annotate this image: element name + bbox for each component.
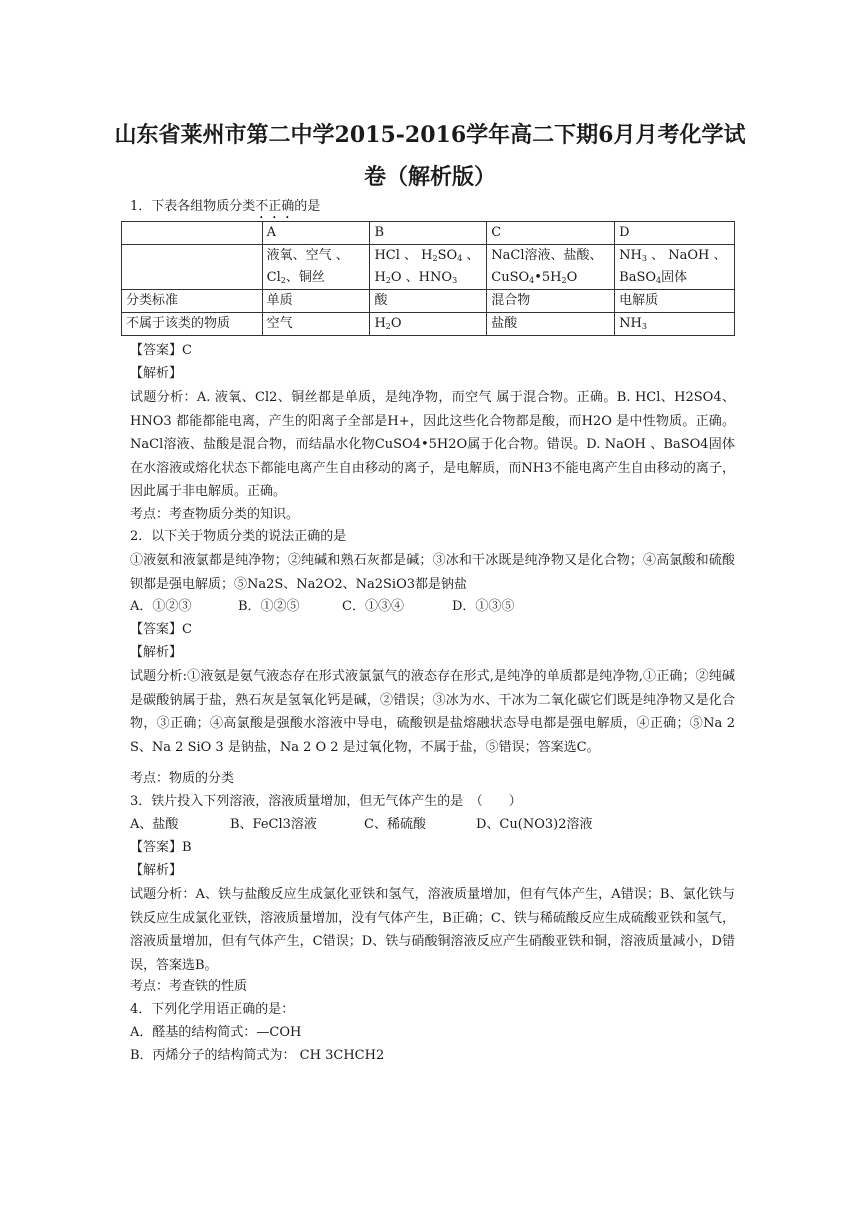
q2-point: 考点：物质的分类 <box>130 771 235 786</box>
q2-analysis-label: 【解析】 <box>130 645 183 660</box>
table-cell: $H_2O$ <box>370 313 487 336</box>
q2-analysis: 试题分析:①液氨是氨气液态存在形式液氯氯气的液态存在形式,是纯净的单质都是纯净物,①正确；②纯碱是碳酸钠属于盐，熟石灰是氢氧化钙是碱，②错误；③冰为水、干冰为二氧化碳它们既是纯净物又是化合物，③正确；④高氯酸是强酸水溶液中导电，硫酸钡是盐熔融状态导电都是强电解质，④正确；⑤Na 2 S、Na 2 SiO 3 是钠盐，Na 2 O 2 是过氧化物，不属于盐，⑤错误；答案选C。 <box>130 669 735 755</box>
q3-option: D、Cu(NO3)2溶液 <box>476 817 593 832</box>
q4-option-b: B．丙烯分子的结构简式为： CH 3CHCH2 <box>130 1048 385 1063</box>
q2-stem: 2．以下关于物质分类的说法正确的是 <box>130 529 347 544</box>
q2-options <box>130 596 740 618</box>
table-col-header: B <box>370 222 487 245</box>
q3-options <box>130 814 740 836</box>
table-cell-c: NaCl溶液、盐酸、 $CuSO_4•5H_2O$ <box>487 245 615 290</box>
table-header-row <box>122 222 735 245</box>
table-cell: 混合物 <box>487 290 615 313</box>
q1-analysis-label: 【解析】 <box>130 366 183 381</box>
q2-option: D．①③⑤ <box>452 599 515 614</box>
table-col-header: A <box>262 222 370 245</box>
table-cell: 单质 <box>262 290 370 313</box>
table-cell: 盐酸 <box>487 313 615 336</box>
q3-option: A、盐酸 <box>130 817 179 832</box>
q1-analysis: 试题分析：A. 液氧、Cl2、铜丝都是单质，是纯净物，而空气 属于混合物。正确。B. HCl、H2SO4、HNO3 都能都能电离，产生的阳离子全部是H+，因此这些化合物都是酸，而H2O 是中性物质。正确。NaCl溶液、盐酸是混合物，而结晶水化物CuSO4•5H2O属于化合物。错误。D. NaOH 、BaSO4固体在水溶液或熔化状态下都能电离产生自由移动的离子，是电解质，而NH3不能电离产生自由移动的离子，因此属于非电解质。正确。 <box>130 390 735 499</box>
q3-analysis-label: 【解析】 <box>130 863 183 878</box>
q2-answer: 【答案】C <box>130 622 192 637</box>
q2-body: ①液氨和液氯都是纯净物；②纯碱和熟石灰都是碱；③冰和干冰既是纯净物又是化合物；④高氯酸和硫酸钡都是强电解质；⑤Na2S、Na2O2、Na2SiO3都是钠盐 <box>130 553 735 592</box>
table-cell-d: $NH_3$ 、 NaOH 、 BaSO$_4$固体 <box>615 245 735 290</box>
q4-option-a: A．醛基的结构简式：—COH <box>130 1025 302 1040</box>
q4-stem: 4．下列化学用语正确的是： <box>130 1002 295 1017</box>
q1-answer: 【答案】C <box>130 343 192 358</box>
q2-option: A．①②③ <box>130 599 192 614</box>
table-cell-b: HCl 、 $H_2SO_4$ 、 $H_2O$ 、$HNO_3$ <box>370 245 487 290</box>
q1-point: 考点：考查物质分类的知识。 <box>130 507 300 522</box>
q2-option: C．①③④ <box>342 599 404 614</box>
table-cell: 空气 <box>262 313 370 336</box>
q3-point: 考点：考查铁的性质 <box>130 979 248 994</box>
doc-title-line2: 卷（解析版） <box>363 164 496 190</box>
q3-option: C、稀硫酸 <box>364 817 426 832</box>
table-row-standard <box>122 290 735 313</box>
q1-stem-emphasis: 不正确 <box>255 199 295 214</box>
table-row-materials <box>122 245 735 290</box>
q3-option: B、FeCl3溶液 <box>230 817 317 832</box>
q3-stem: 3．铁片投入下列溶液，溶液质量增加，但无气体产生的是 （ ） <box>130 794 522 809</box>
table-row-exception <box>122 313 735 336</box>
table-row-label: 分类标准 <box>122 290 263 313</box>
table-col-header: D <box>615 222 735 245</box>
table-cell-a: 液氧、空气 、 $Cl_2$、铜丝 <box>262 245 370 290</box>
table-cell: $NH_3$ <box>615 313 735 336</box>
q1-classification-table <box>121 221 735 336</box>
table-cell: 电解质 <box>615 290 735 313</box>
table-cell: 酸 <box>370 290 487 313</box>
table-row-label: 不属于该类的物质 <box>122 313 263 336</box>
q3-analysis: 试题分析：A、铁与盐酸反应生成氯化亚铁和氢气，溶液质量增加，但有气体产生，A错误；B、氯化铁与铁反应生成氯化亚铁，溶液质量增加，没有气体产生，B正确；C、铁与稀硫酸反应生成硫酸亚铁和氢气，溶液质量增加，但有气体产生，C错误；D、铁与硝酸铜溶液反应产生硝酸亚铁和铜，溶液质量减小，D错误，答案选B。 <box>130 887 735 973</box>
doc-title-line1: 山东省莱州市第二中学2015-2016学年高二下期6月月考化学试 <box>114 122 746 148</box>
q3-answer: 【答案】B <box>130 840 192 855</box>
table-col-header: C <box>487 222 615 245</box>
q1-stem: 1．下表各组物质分类不正确的是 <box>130 199 321 214</box>
q2-option: B．①②⑤ <box>238 599 300 614</box>
